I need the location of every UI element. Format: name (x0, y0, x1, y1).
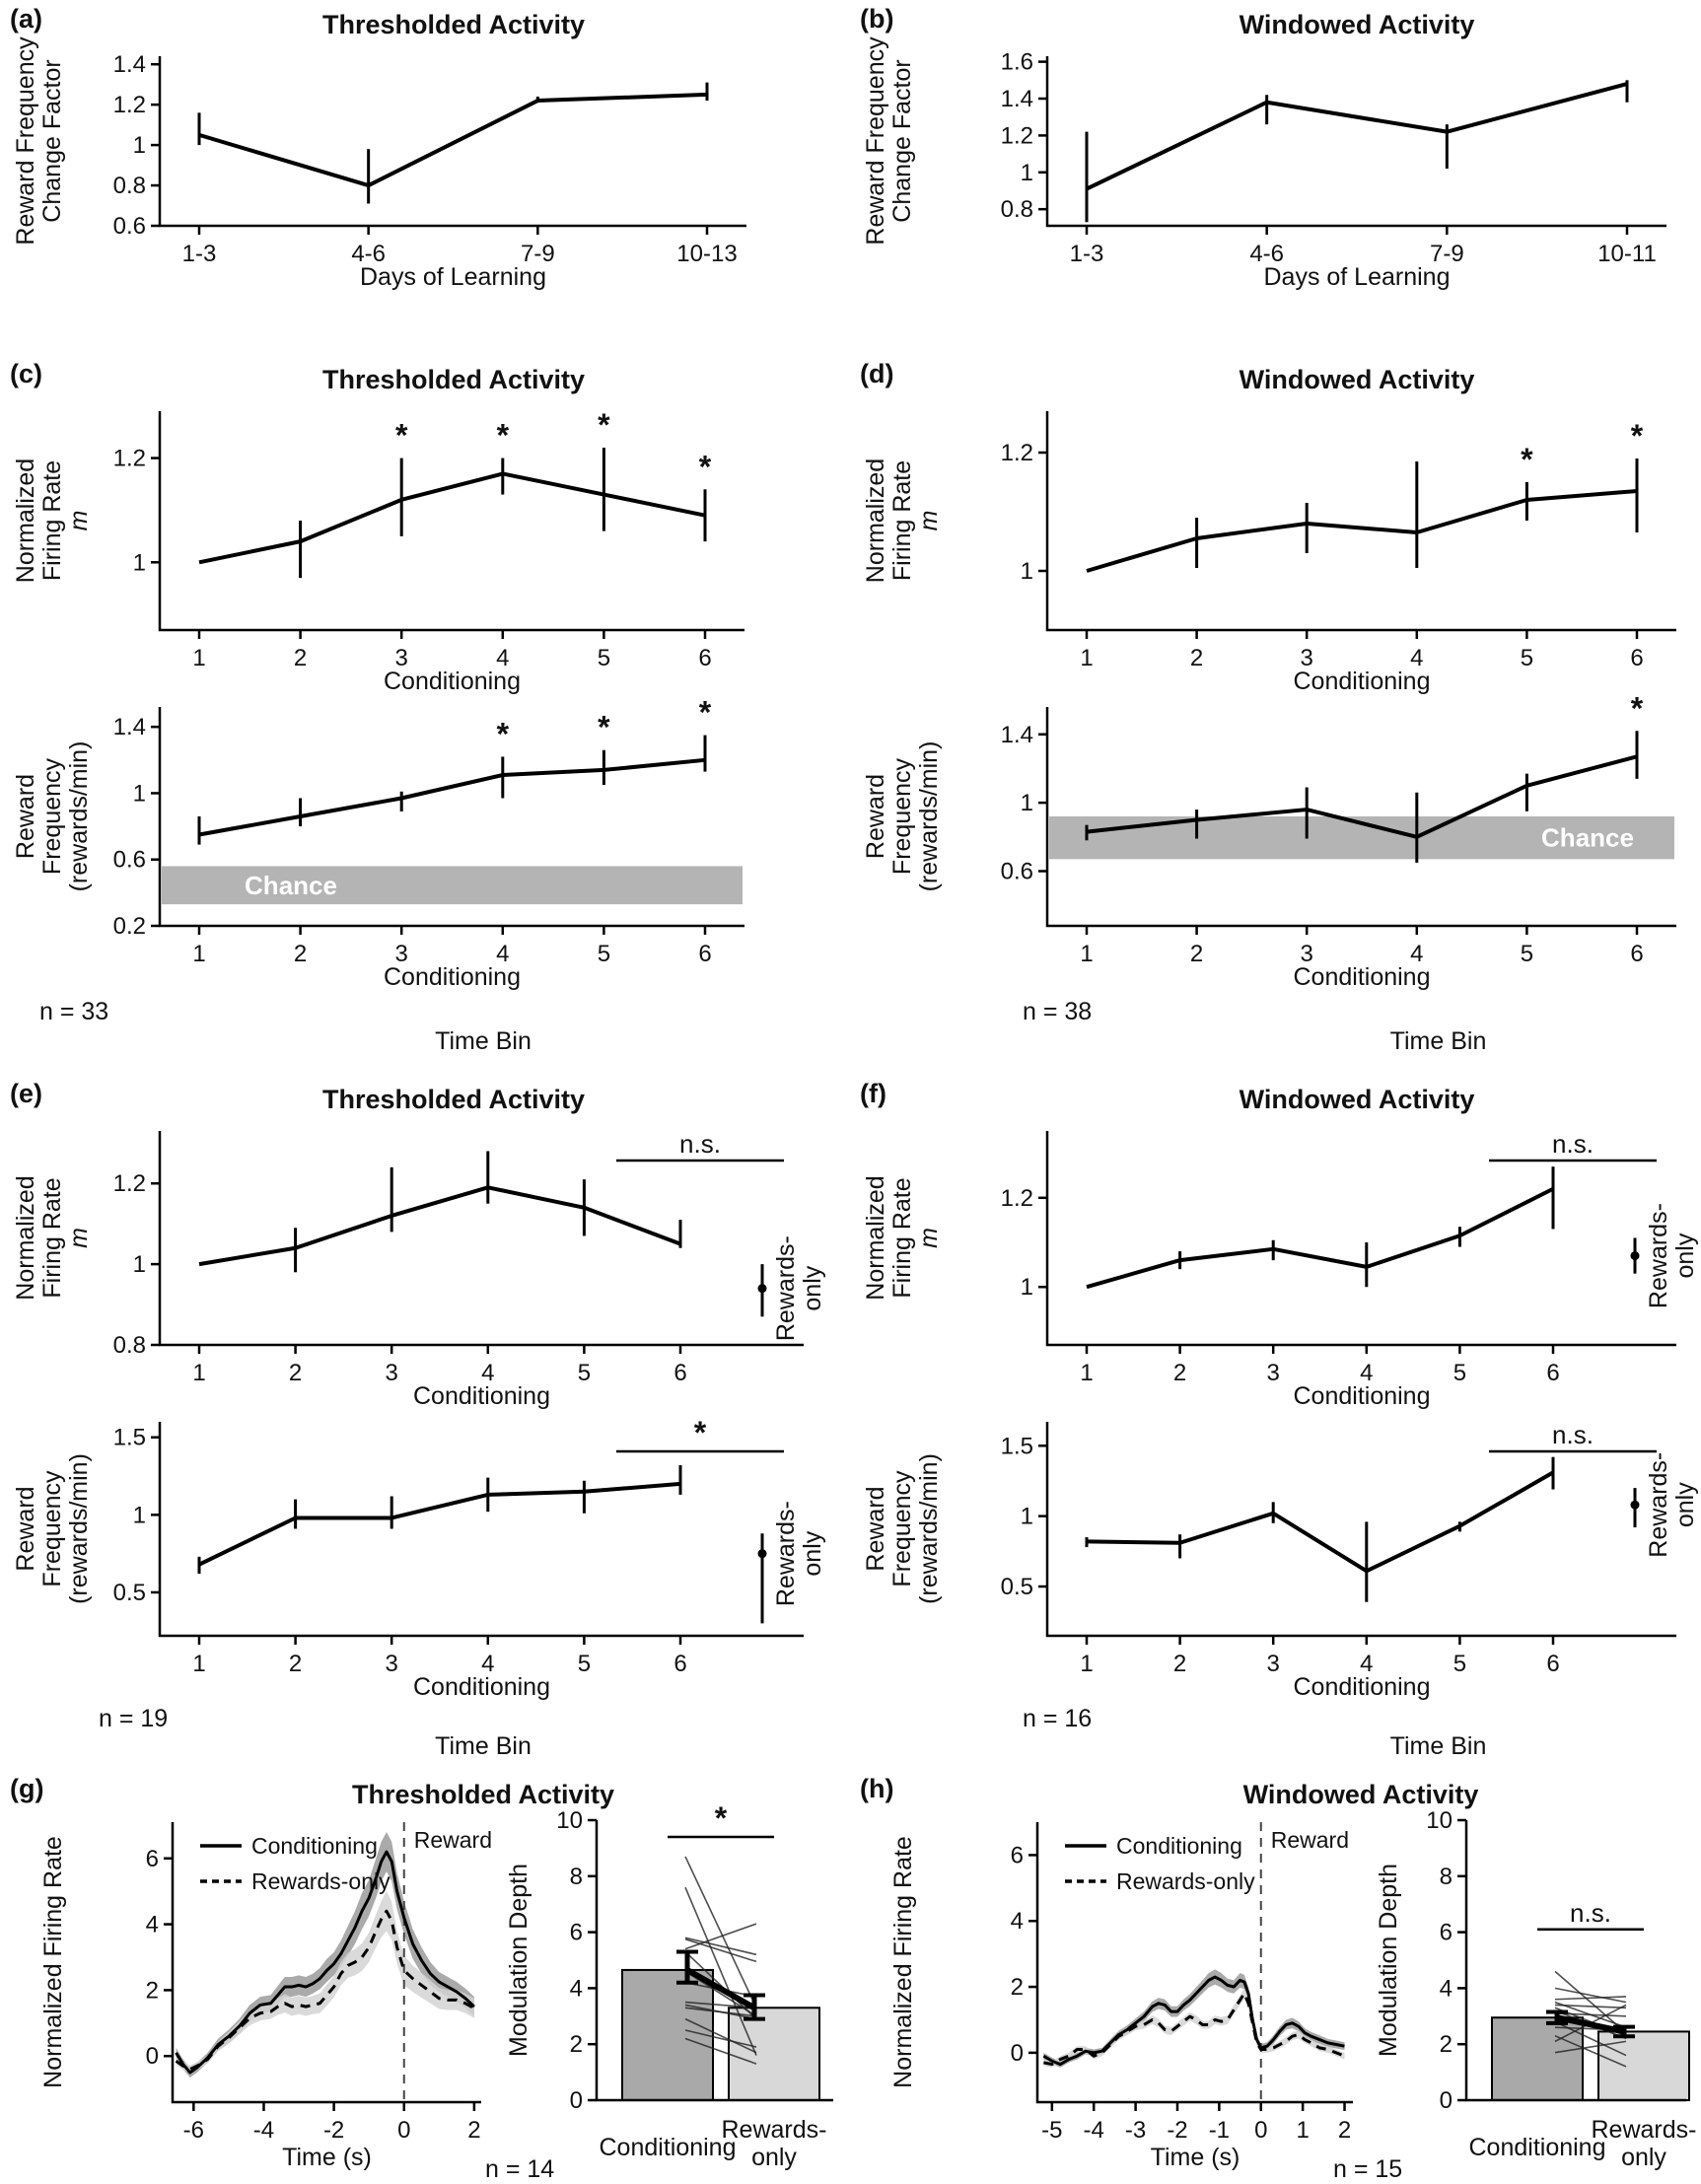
svg-text:4: 4 (1010, 1908, 1024, 1936)
svg-text:0: 0 (1439, 2087, 1453, 2114)
panel-f-timebin-label: Time Bin (1389, 1732, 1487, 1760)
svg-text:1: 1 (1020, 1503, 1033, 1530)
panel-c (0, 355, 848, 1060)
svg-text:1.4: 1.4 (112, 714, 146, 741)
svg-text:3: 3 (1300, 645, 1313, 671)
svg-text:Frequency: Frequency (38, 1470, 66, 1587)
svg-text:*: * (698, 449, 712, 485)
panel-f-tag: (f) (860, 1079, 886, 1108)
panel-f-n-count: n = 16 (1023, 1705, 1093, 1732)
chart-e-normalized-firing-rate (0, 1117, 848, 1408)
svg-text:2: 2 (1172, 1360, 1187, 1386)
svg-text:Conditioning: Conditioning (1293, 668, 1431, 695)
svg-text:Normalized: Normalized (12, 458, 39, 584)
svg-text:0: 0 (397, 2117, 411, 2144)
svg-text:4: 4 (1360, 1360, 1374, 1386)
svg-text:Conditioning: Conditioning (251, 1833, 378, 1859)
svg-text:Days of Learning: Days of Learning (359, 263, 547, 291)
svg-text:2: 2 (1010, 1974, 1024, 2002)
svg-text:6: 6 (698, 941, 712, 967)
svg-text:1: 1 (132, 780, 146, 808)
svg-text:4: 4 (496, 645, 510, 671)
svg-text:0.6: 0.6 (1000, 858, 1033, 885)
svg-text:Conditioning: Conditioning (1293, 963, 1431, 991)
svg-text:2: 2 (288, 1651, 303, 1677)
svg-text:2: 2 (293, 645, 308, 671)
svg-text:4: 4 (1410, 941, 1424, 967)
chart-d-normalized-firing-rate (850, 397, 1701, 693)
svg-text:0.2: 0.2 (112, 913, 146, 940)
svg-text:Time (s): Time (s) (1150, 2144, 1240, 2171)
svg-text:Modulation Depth: Modulation Depth (505, 1864, 532, 2057)
svg-text:6: 6 (1546, 1360, 1560, 1386)
svg-text:*: * (496, 417, 510, 454)
panel-b (850, 0, 1701, 296)
svg-text:*: * (394, 417, 408, 454)
svg-text:4: 4 (145, 1911, 159, 1938)
svg-text:3: 3 (1266, 1651, 1280, 1677)
chart-e-reward-frequency (0, 1408, 848, 1699)
svg-text:3: 3 (1300, 941, 1313, 967)
svg-text:m: m (915, 1228, 943, 1248)
svg-text:8: 8 (569, 1863, 583, 1890)
panel-e-title: Thresholded Activity (321, 1085, 586, 1114)
svg-text:only: only (1621, 2144, 1666, 2171)
svg-text:4: 4 (496, 941, 510, 967)
svg-text:1.2: 1.2 (1000, 1184, 1033, 1212)
svg-text:Firing Rate: Firing Rate (38, 459, 66, 582)
panel-d-timebin-label: Time Bin (1389, 1027, 1487, 1055)
svg-text:Change Factor: Change Factor (38, 59, 66, 223)
svg-text:Days of Learning: Days of Learning (1263, 263, 1451, 291)
svg-text:Chance: Chance (1541, 822, 1634, 853)
svg-text:1.5: 1.5 (112, 1424, 146, 1451)
svg-text:1.2: 1.2 (1000, 122, 1033, 150)
svg-text:1: 1 (132, 132, 146, 160)
svg-text:n.s.: n.s. (1552, 1129, 1594, 1159)
svg-text:5: 5 (597, 645, 611, 671)
panel-d (850, 355, 1701, 1060)
chart-c-reward-frequency (0, 693, 848, 989)
panel-h-n-count: n = 15 (1333, 2155, 1403, 2183)
panel-e (0, 1075, 848, 1765)
svg-text:n.s.: n.s. (679, 1129, 721, 1159)
svg-text:Reward Frequency: Reward Frequency (12, 36, 39, 246)
svg-text:6: 6 (1546, 1651, 1560, 1677)
svg-text:-2: -2 (322, 2117, 345, 2144)
svg-text:3: 3 (385, 1651, 398, 1677)
svg-text:only: only (1671, 1482, 1699, 1528)
svg-text:0.5: 0.5 (1000, 1574, 1033, 1601)
svg-text:1: 1 (192, 1651, 206, 1677)
panel-g-tag: (g) (10, 1774, 44, 1803)
svg-text:4: 4 (481, 1360, 495, 1386)
svg-text:4: 4 (1360, 1651, 1374, 1677)
chart-g-psth (0, 1812, 493, 2179)
svg-text:*: * (598, 709, 610, 745)
svg-text:1.4: 1.4 (1000, 721, 1033, 748)
svg-text:1.6: 1.6 (1000, 48, 1033, 76)
panel-b-title: Windowed Activity (1239, 10, 1475, 39)
svg-text:Reward Frequency: Reward Frequency (862, 36, 889, 246)
panel-h (850, 1770, 1701, 2184)
svg-text:3: 3 (394, 941, 408, 967)
svg-text:1: 1 (132, 549, 146, 577)
svg-text:1: 1 (1020, 1274, 1033, 1302)
svg-text:Reward: Reward (1270, 1827, 1350, 1853)
svg-text:1: 1 (1080, 645, 1094, 671)
svg-text:2: 2 (145, 1977, 159, 2005)
svg-text:Reward: Reward (862, 773, 889, 860)
svg-text:0.8: 0.8 (112, 173, 146, 200)
svg-text:10-11: 10-11 (1597, 241, 1657, 267)
panel-c-tag: (c) (10, 359, 42, 388)
svg-text:10-13: 10-13 (676, 241, 738, 267)
svg-text:1: 1 (192, 645, 206, 671)
svg-text:5: 5 (1520, 645, 1534, 671)
svg-text:Normalized: Normalized (862, 1175, 889, 1301)
svg-text:1.2: 1.2 (112, 92, 146, 119)
svg-text:0.8: 0.8 (112, 1332, 146, 1359)
svg-text:Reward: Reward (862, 1486, 889, 1572)
svg-text:1: 1 (132, 1502, 146, 1529)
panel-a (0, 0, 848, 296)
svg-text:only: only (751, 2144, 797, 2171)
svg-text:Firing Rate: Firing Rate (888, 1177, 916, 1299)
svg-text:-5: -5 (1041, 2117, 1063, 2144)
svg-text:*: * (1521, 442, 1533, 477)
svg-text:5: 5 (1453, 1360, 1467, 1386)
svg-text:4: 4 (481, 1651, 495, 1677)
svg-text:1.4: 1.4 (1000, 86, 1033, 112)
panel-d-n-count: n = 38 (1023, 998, 1093, 1025)
svg-text:4: 4 (1439, 1975, 1453, 2003)
svg-text:1.2: 1.2 (112, 445, 146, 472)
panel-c-timebin-label: Time Bin (435, 1027, 532, 1055)
panel-c-title: Thresholded Activity (321, 365, 586, 394)
chart-d-reward-frequency (850, 690, 1701, 991)
svg-text:*: * (496, 716, 510, 752)
svg-text:-4: -4 (252, 2117, 275, 2144)
svg-text:2: 2 (293, 941, 308, 967)
svg-text:-3: -3 (1124, 2117, 1147, 2144)
svg-text:Frequency: Frequency (888, 757, 916, 876)
chart-g-modulation-depth (493, 1800, 848, 2179)
svg-text:3: 3 (385, 1360, 398, 1386)
svg-text:Rewards-: Rewards- (1591, 2116, 1697, 2144)
svg-text:Normalized Firing Rate: Normalized Firing Rate (39, 1836, 67, 2088)
svg-text:1.4: 1.4 (112, 51, 146, 79)
chart-a-reward-frequency-change (0, 36, 848, 291)
svg-text:5: 5 (577, 1360, 592, 1386)
svg-text:Rewards-: Rewards- (1645, 1451, 1672, 1558)
svg-text:(rewards/min): (rewards/min) (915, 1453, 943, 1604)
svg-text:0.6: 0.6 (112, 846, 146, 874)
panel-g (0, 1770, 848, 2184)
svg-text:m: m (915, 510, 943, 531)
svg-text:Time (s): Time (s) (282, 2144, 372, 2171)
svg-text:-2: -2 (1167, 2117, 1188, 2144)
svg-text:-4: -4 (1083, 2117, 1104, 2144)
svg-text:-1: -1 (1208, 2117, 1231, 2144)
svg-text:5: 5 (597, 941, 611, 967)
svg-text:Normalized Firing Rate: Normalized Firing Rate (889, 1836, 917, 2088)
svg-text:10: 10 (556, 1807, 583, 1834)
svg-text:6: 6 (1439, 1919, 1453, 1946)
svg-text:1-3: 1-3 (181, 241, 217, 267)
svg-text:n.s.: n.s. (1570, 1897, 1611, 1928)
svg-text:1: 1 (192, 1360, 206, 1386)
svg-text:6: 6 (1630, 941, 1644, 967)
svg-text:2: 2 (1189, 645, 1204, 671)
svg-text:4: 4 (1410, 645, 1424, 671)
panel-h-tag: (h) (860, 1774, 894, 1803)
svg-text:Conditioning: Conditioning (1293, 1382, 1431, 1410)
svg-text:6: 6 (145, 1845, 159, 1872)
svg-text:Firing Rate: Firing Rate (888, 459, 916, 582)
chart-f-normalized-firing-rate (850, 1117, 1701, 1408)
svg-text:1.2: 1.2 (112, 1170, 146, 1198)
svg-text:Rewards-: Rewards- (1645, 1203, 1672, 1309)
svg-text:1-3: 1-3 (1069, 241, 1104, 267)
svg-text:6: 6 (698, 645, 712, 671)
svg-text:(rewards/min): (rewards/min) (915, 740, 943, 892)
svg-text:8: 8 (1439, 1863, 1453, 1890)
svg-text:Rewards-: Rewards- (772, 1501, 800, 1607)
svg-text:Conditioning: Conditioning (599, 2134, 737, 2161)
svg-text:(rewards/min): (rewards/min) (65, 740, 93, 892)
svg-text:Normalized: Normalized (862, 458, 889, 584)
panel-a-tag: (a) (10, 4, 42, 34)
panel-g-n-count: n = 14 (485, 2155, 555, 2183)
svg-text:1: 1 (1080, 1360, 1094, 1386)
panel-c-n-count: n = 33 (39, 998, 109, 1025)
svg-text:2: 2 (1337, 2117, 1352, 2144)
svg-text:Normalized: Normalized (12, 1175, 39, 1301)
svg-text:1: 1 (132, 1251, 146, 1279)
svg-text:1: 1 (1080, 941, 1094, 967)
svg-text:7-9: 7-9 (1429, 241, 1464, 267)
panel-e-n-count: n = 19 (99, 1705, 169, 1732)
chart-h-psth (850, 1812, 1363, 2179)
svg-text:Frequency: Frequency (38, 757, 66, 876)
svg-text:6: 6 (673, 1360, 687, 1386)
svg-text:1: 1 (1020, 159, 1033, 186)
svg-text:Conditioning: Conditioning (384, 963, 521, 991)
panel-d-tag: (d) (860, 359, 894, 388)
svg-text:0.5: 0.5 (112, 1579, 146, 1606)
svg-text:only: only (799, 1265, 826, 1311)
chart-b-reward-frequency-change (850, 36, 1701, 291)
svg-text:(rewards/min): (rewards/min) (65, 1453, 93, 1604)
svg-text:Reward: Reward (413, 1827, 493, 1853)
svg-text:Chance: Chance (245, 870, 337, 900)
panel-g-title: Thresholded Activity (351, 1780, 615, 1809)
svg-text:only: only (799, 1530, 826, 1577)
chart-h-modulation-depth (1363, 1807, 1701, 2179)
svg-text:2: 2 (288, 1360, 303, 1386)
svg-text:2: 2 (569, 2031, 583, 2059)
svg-text:2: 2 (1189, 941, 1204, 967)
svg-text:Conditioning: Conditioning (413, 1382, 550, 1410)
svg-text:*: * (693, 1415, 707, 1450)
svg-text:7-9: 7-9 (520, 241, 555, 267)
svg-text:0.6: 0.6 (112, 213, 146, 240)
svg-text:3: 3 (394, 645, 408, 671)
svg-text:*: * (1630, 418, 1644, 454)
panel-f-title: Windowed Activity (1239, 1085, 1475, 1114)
svg-text:1: 1 (1020, 790, 1033, 817)
svg-text:6: 6 (1630, 645, 1644, 671)
svg-text:2: 2 (467, 2117, 481, 2144)
svg-text:Rewards-: Rewards- (772, 1235, 800, 1342)
svg-text:m: m (65, 1228, 93, 1248)
svg-text:5: 5 (1520, 941, 1534, 967)
svg-text:Rewards-only: Rewards-only (1116, 1868, 1255, 1894)
panel-b-tag: (b) (860, 4, 894, 34)
svg-text:Frequency: Frequency (888, 1470, 916, 1587)
svg-text:n.s.: n.s. (1552, 1420, 1594, 1449)
svg-text:*: * (1630, 690, 1644, 727)
svg-text:m: m (65, 510, 93, 531)
svg-text:0: 0 (569, 2087, 583, 2114)
svg-text:Rewards-only: Rewards-only (251, 1868, 390, 1894)
svg-text:0.8: 0.8 (1000, 196, 1033, 224)
svg-text:-6: -6 (182, 2117, 205, 2144)
panel-h-title: Windowed Activity (1242, 1780, 1479, 1809)
svg-text:Conditioning: Conditioning (1293, 1673, 1431, 1701)
svg-text:0: 0 (1254, 2117, 1268, 2144)
svg-text:1: 1 (192, 941, 206, 967)
svg-text:1: 1 (1296, 2117, 1310, 2144)
panel-f (850, 1075, 1701, 1765)
svg-text:3: 3 (1266, 1360, 1280, 1386)
svg-text:only: only (1671, 1233, 1699, 1279)
svg-text:6: 6 (1010, 1842, 1024, 1869)
panel-e-tag: (e) (10, 1079, 42, 1108)
svg-text:*: * (598, 407, 610, 443)
svg-text:Conditioning: Conditioning (1468, 2134, 1606, 2161)
svg-text:2: 2 (1439, 2031, 1453, 2059)
svg-text:4-6: 4-6 (351, 241, 387, 267)
svg-text:Firing Rate: Firing Rate (38, 1177, 66, 1299)
svg-text:1.2: 1.2 (1000, 440, 1033, 466)
svg-text:5: 5 (577, 1651, 592, 1677)
svg-text:6: 6 (673, 1651, 687, 1677)
svg-text:Conditioning: Conditioning (1116, 1833, 1242, 1859)
svg-text:1: 1 (1080, 1651, 1094, 1677)
svg-text:*: * (714, 1800, 728, 1837)
panel-a-title: Thresholded Activity (321, 10, 586, 39)
svg-text:Reward: Reward (12, 1486, 39, 1572)
svg-text:6: 6 (569, 1919, 583, 1946)
svg-text:1: 1 (1020, 558, 1033, 585)
chart-c-normalized-firing-rate (0, 397, 848, 693)
panel-e-timebin-label: Time Bin (435, 1732, 532, 1760)
chart-f-reward-frequency (850, 1408, 1701, 1699)
svg-text:*: * (698, 694, 712, 731)
panel-d-title: Windowed Activity (1239, 365, 1475, 394)
svg-text:5: 5 (1453, 1651, 1467, 1677)
svg-text:0: 0 (1010, 2039, 1024, 2067)
svg-text:4-6: 4-6 (1249, 241, 1285, 267)
svg-text:4: 4 (569, 1975, 583, 2003)
svg-text:Change Factor: Change Factor (888, 59, 916, 223)
svg-text:10: 10 (1426, 1807, 1453, 1834)
svg-text:Conditioning: Conditioning (413, 1673, 550, 1701)
svg-text:2: 2 (1172, 1651, 1187, 1677)
svg-text:Modulation Depth: Modulation Depth (1375, 1864, 1402, 2057)
svg-text:Rewards-: Rewards- (721, 2116, 827, 2144)
svg-text:Reward: Reward (12, 773, 39, 860)
svg-text:Conditioning: Conditioning (384, 668, 521, 695)
svg-text:0: 0 (145, 2043, 159, 2071)
svg-text:1.5: 1.5 (1000, 1433, 1033, 1460)
